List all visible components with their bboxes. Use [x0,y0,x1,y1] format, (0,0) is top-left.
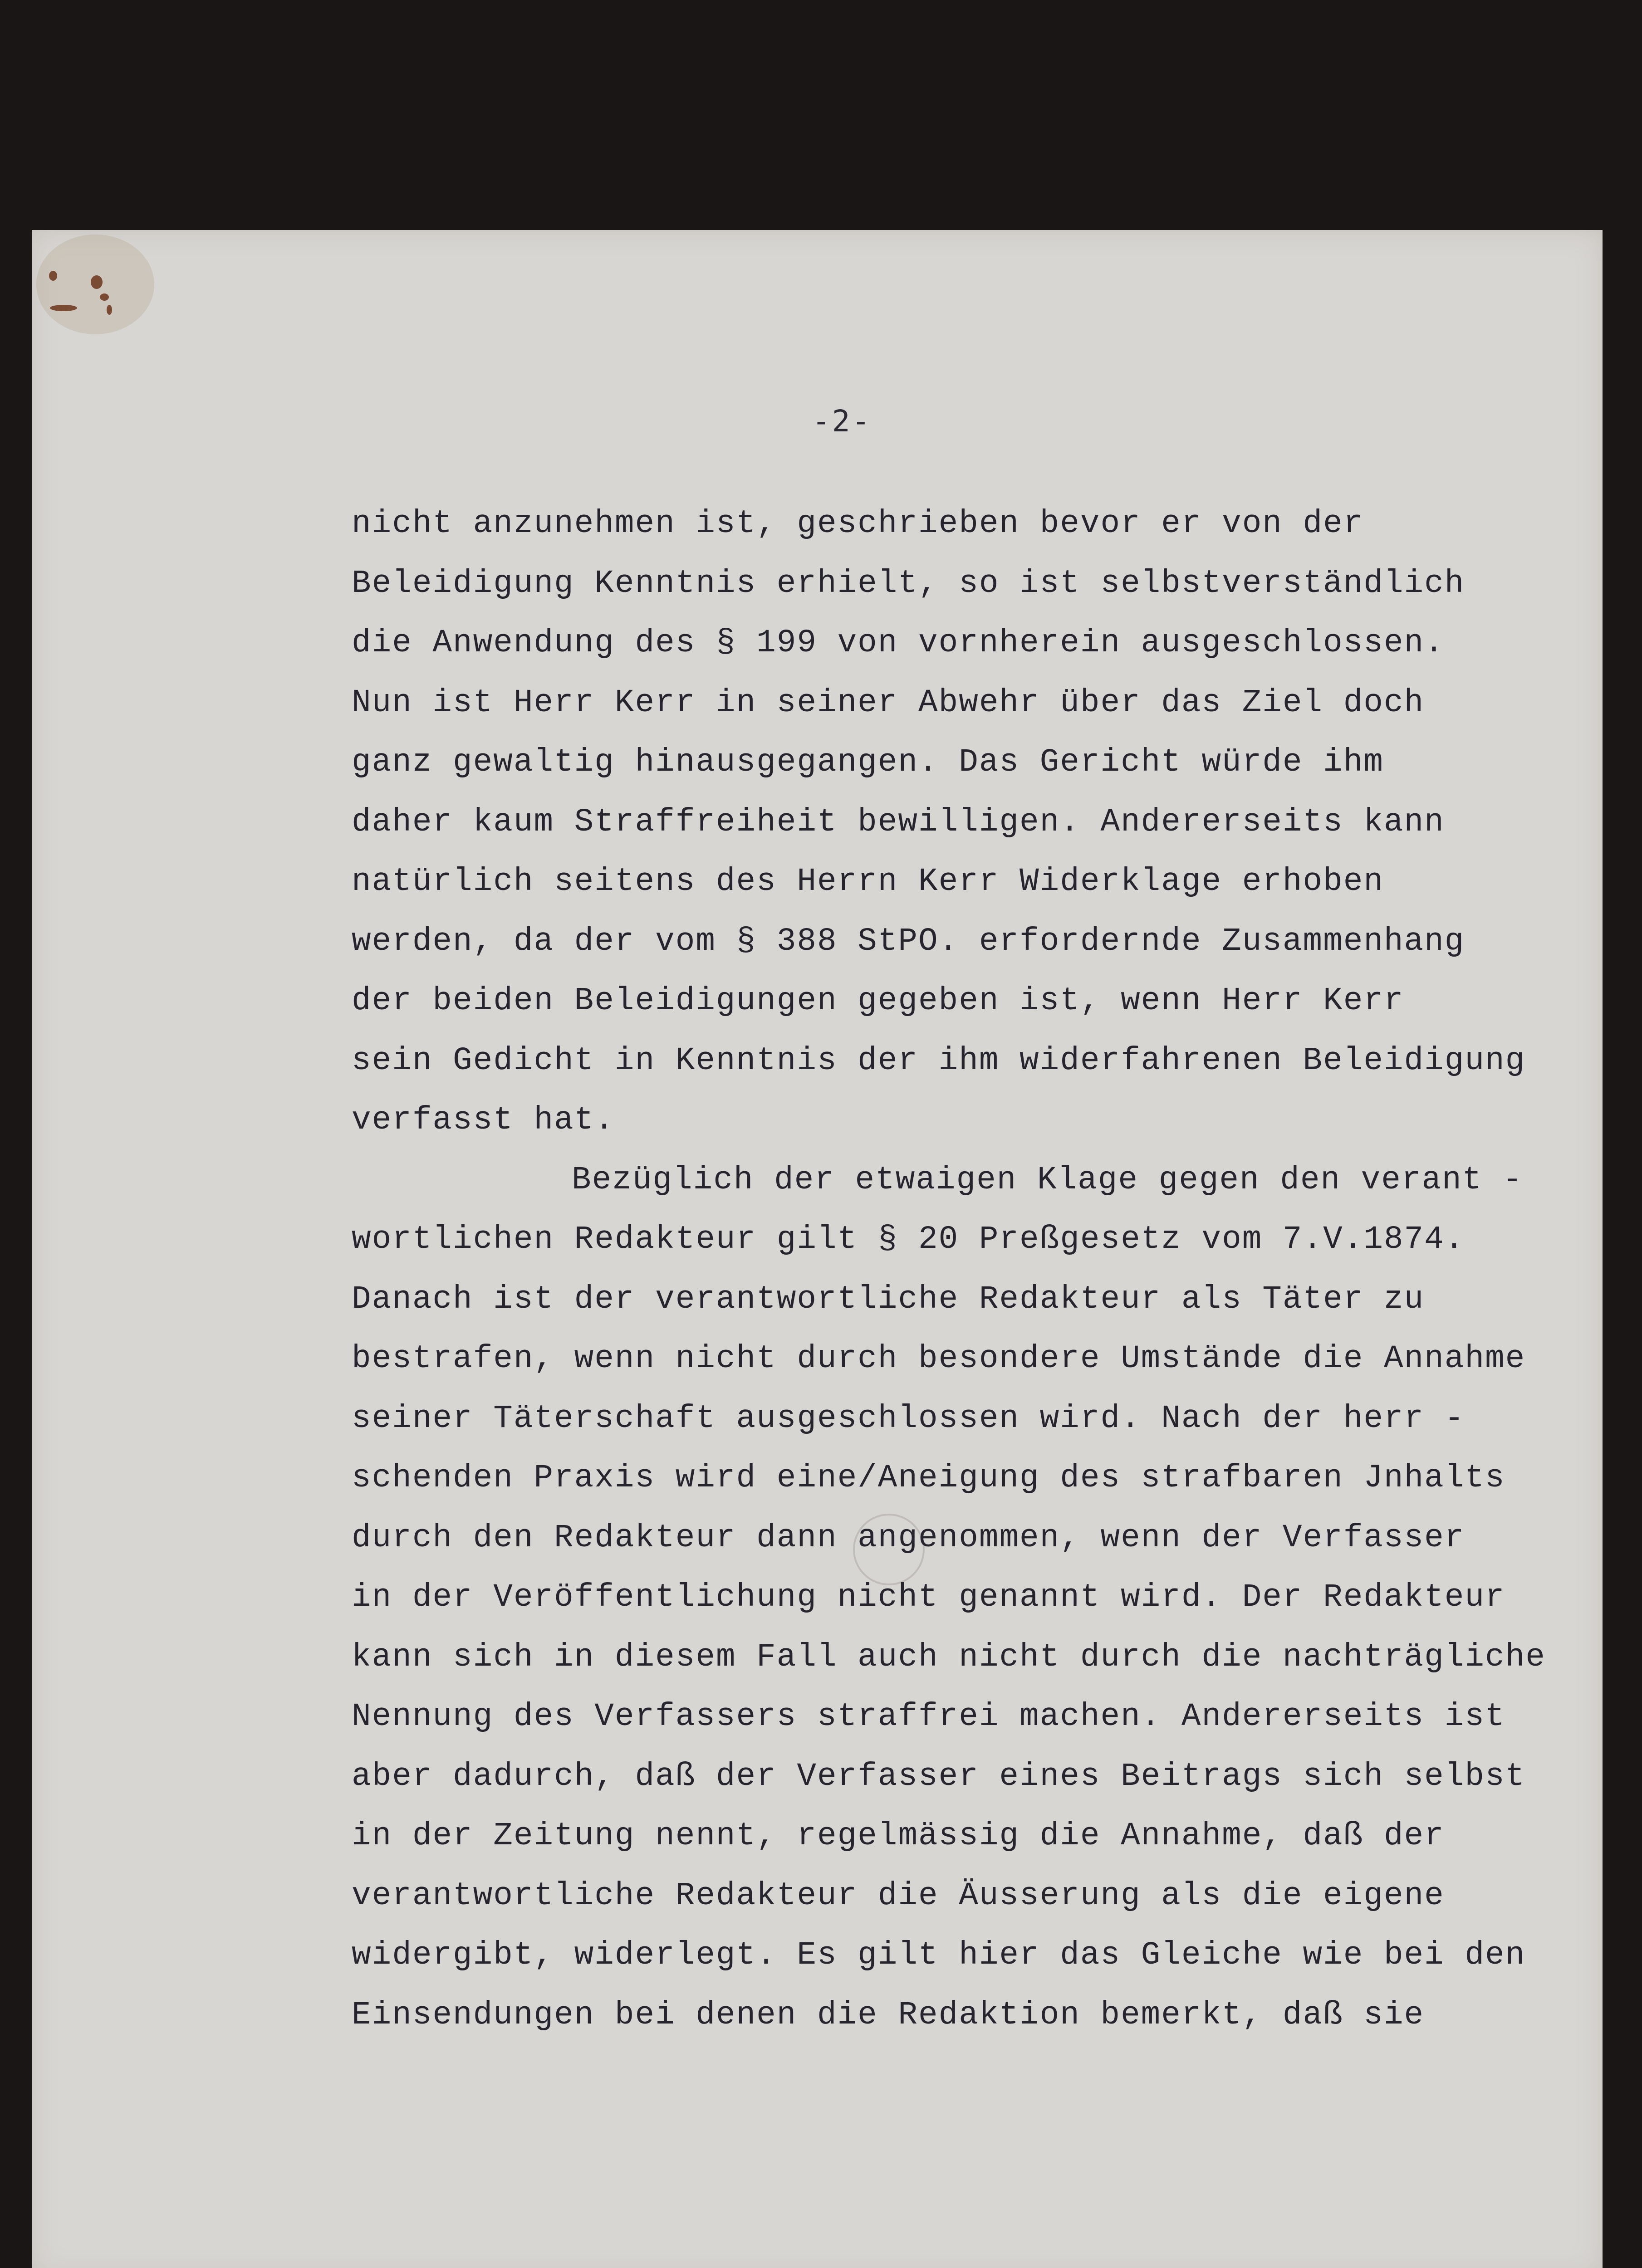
rust-spot [107,305,112,315]
text-line: natürlich seitens des Herrn Kerr Widerklage erhoben [352,864,1384,900]
text-line: verfasst hat. [352,1102,615,1139]
text-line: wortlichen Redakteur gilt § 20 Preßgesetz vom 7.V.1874. [352,1222,1465,1258]
text-line: ganz gewaltig hinausgegangen. Das Gericht würde ihm [352,744,1384,781]
text-line: die Anwendung des § 199 von vornherein ausgeschlossen. [352,625,1445,661]
rust-spot [91,275,103,289]
text-line: in der Veröffentlichung nicht genannt wird. Der Redakteur [352,1579,1505,1616]
text-line: widergibt, widerlegt. Es gilt hier das Gleiche wie bei den [352,1937,1526,1974]
text-line: schenden Praxis wird eine/Aneigung des strafbaren Jnhalts [352,1460,1505,1496]
paragraph-1 [352,494,1554,1151]
rust-spot [49,271,57,281]
text-line: in der Zeitung nennt, regelmässig die Annahme, daß der [352,1818,1445,1854]
text-line: werden, da der vom § 388 StPO. erfordernde Zusammenhang [352,923,1465,960]
text-line: bestrafen, wenn nicht durch besondere Umstände die Annahme [352,1341,1526,1377]
text-line: Nennung des Verfassers straffrei machen. Andererseits ist [352,1699,1505,1735]
text-line: aber dadurch, daß der Verfasser eines Beitrags sich selbst [352,1758,1526,1795]
paragraph-2 [352,1151,1554,2046]
rust-spot [50,305,77,311]
text-line: der beiden Beleidigungen gegeben ist, wenn Herr Kerr [352,983,1404,1019]
text-line: Einsendungen bei denen die Redaktion bemerkt, daß sie [352,1997,1425,2033]
text-line: Bezüglich der etwaigen Klage gegen den verant - [572,1162,1523,1198]
text-line: Beleidigung Kenntnis erhielt, so ist selbstverständlich [352,565,1465,602]
text-line: verantwortliche Redakteur die Äusserung als die eigene [352,1877,1445,1914]
text-line: daher kaum Straffreiheit bewilligen. Andererseits kann [352,804,1445,841]
text-line: seiner Täterschaft ausgeschlossen wird. Nach der herr - [352,1400,1465,1437]
letter-body [352,494,1554,2045]
text-line: kann sich in diesem Fall auch nicht durch die nachträgliche [352,1639,1546,1676]
text-line: Nun ist Herr Kerr in seiner Abwehr über das Ziel doch [352,684,1425,721]
page-number: -2- [812,404,872,439]
rust-spot [100,293,109,301]
text-line: nicht anzunehmen ist, geschrieben bevor er von der [352,506,1364,542]
text-line: durch den Redakteur dann angenommen, wenn der Verfasser [352,1520,1465,1556]
text-line: Danach ist der verantwortliche Redakteur als Täter zu [352,1281,1425,1318]
text-line: sein Gedicht in Kenntnis der ihm widerfahrenen Beleidigung [352,1042,1526,1079]
